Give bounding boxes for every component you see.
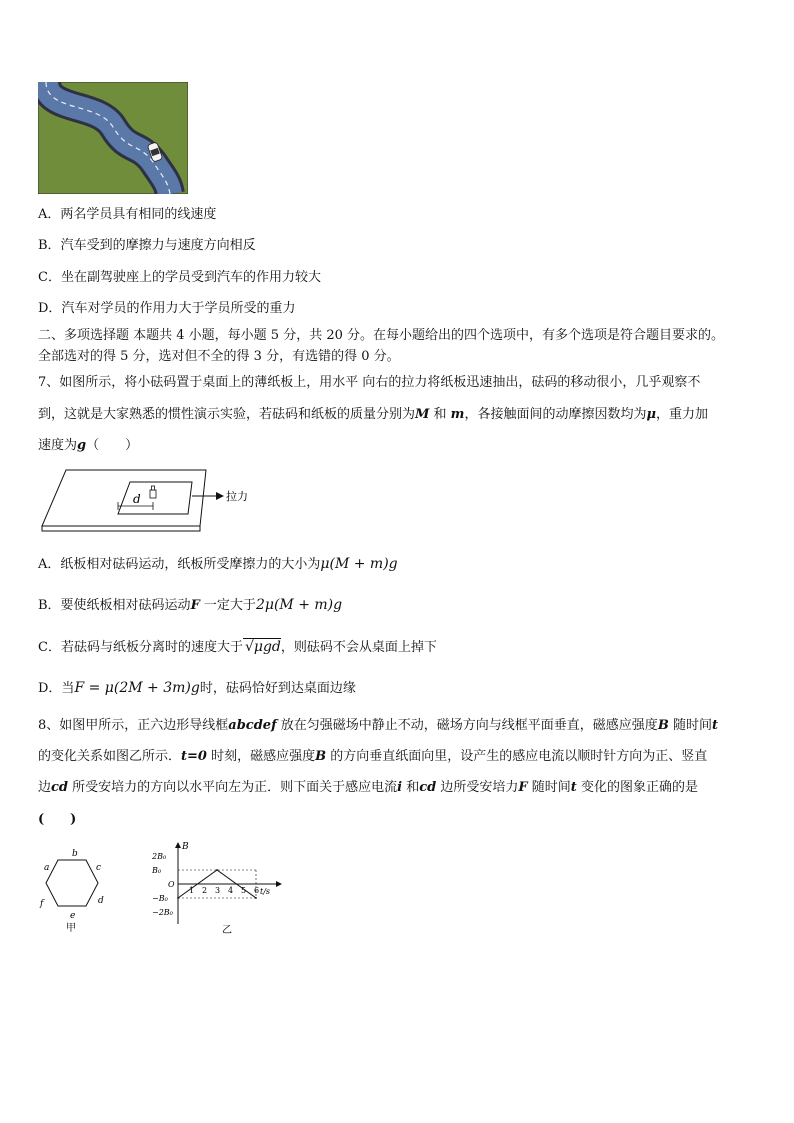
q7-stem-line3: 速度为g（ ） bbox=[38, 438, 139, 453]
x-tick-label: 2 bbox=[202, 886, 208, 895]
fig-yi bbox=[148, 840, 288, 936]
x-tick-label: 3 bbox=[215, 886, 221, 895]
q7-option-d: D．当F = μ(2M + 3m)g时，砝码恰好到达桌面边缘 bbox=[38, 680, 356, 696]
pull-label: 拉力 bbox=[226, 490, 248, 503]
vertex-d: d bbox=[98, 896, 104, 906]
q7-option-b: B．要使纸板相对砝码运动F 一定大于2μ(M + m)g bbox=[38, 597, 343, 613]
q8-stem-line2: 的变化关系如图乙所示．t=0 时刻，磁感应强度B 的方向垂直纸面向里，设产生的感应电流以顺时针方向为正、竖直 bbox=[38, 749, 708, 764]
q6-option-b: B．汽车受到的摩擦力与速度方向相反 bbox=[38, 238, 256, 253]
y-tick-label: −2B₀ bbox=[152, 908, 173, 917]
d-label: d bbox=[133, 492, 141, 506]
x-tick-label: 4 bbox=[228, 886, 234, 895]
fig-jia bbox=[38, 848, 113, 936]
section2-heading-line2: 全部选对的得 5 分，选对但不全的得 3 分，有选错的得 0 分。 bbox=[38, 349, 400, 364]
x-tick-label: 1 bbox=[189, 886, 195, 895]
vertex-c: c bbox=[96, 863, 102, 873]
x-tick-label: 5 bbox=[241, 886, 247, 895]
vertex-b: b bbox=[72, 849, 78, 859]
road-figure bbox=[38, 82, 188, 194]
sqrt-formula: √μgd bbox=[244, 639, 281, 655]
q8-stem-line3: 边cd 所受安培力的方向以水平向左为正．则下面关于感应电流i 和cd 边所受安培力F 随时间t 变化的图象正确的是 bbox=[38, 780, 698, 795]
q6-option-c: C．坐在副驾驶座上的学员受到汽车的作用力较大 bbox=[38, 270, 321, 285]
y-tick-label: O bbox=[168, 880, 175, 889]
q7-stem-line2: 到，这就是大家熟悉的惯性演示实验，若砝码和纸板的质量分别为M 和 m，各接触面间的动摩擦因数均为μ，重力加 bbox=[38, 407, 708, 422]
y-tick-label: B₀ bbox=[152, 866, 162, 875]
winding-road-illustration bbox=[38, 82, 188, 194]
vertex-f: f bbox=[40, 899, 44, 909]
caption-yi: 乙 bbox=[222, 925, 232, 936]
q6-option-d: D．汽车对学员的作用力大于学员所受的重力 bbox=[38, 301, 296, 316]
q6-option-a: A．两名学员具有相同的线速度 bbox=[38, 207, 217, 222]
table-edge bbox=[42, 526, 200, 531]
axis-y-label: B bbox=[182, 842, 189, 852]
axis-x-label: t/s bbox=[260, 887, 271, 896]
q8-stem-line1: 8、如图甲所示，正六边形导线框abcdef 放在匀强磁场中静止不动，磁场方向与线框平面垂直，磁感应强度B 随时间t bbox=[38, 718, 718, 733]
q7-stem-line1: 7、如图所示，将小砝码置于桌面上的薄纸板上，用水平 向右的拉力将纸板迅速抽出，砝码的移动很小，几乎观察不 bbox=[38, 375, 701, 390]
y-tick-label: 2B₀ bbox=[152, 852, 167, 861]
q8-answer-blank: ( ) bbox=[38, 812, 77, 827]
q7-option-a: A．纸板相对砝码运动，纸板所受摩擦力的大小为μ(M + m)g bbox=[38, 556, 398, 572]
hexagon-frame bbox=[46, 860, 98, 906]
caption-jia: 甲 bbox=[66, 923, 76, 934]
q7-figure bbox=[38, 468, 258, 536]
vertex-a: a bbox=[44, 863, 50, 873]
x-tick-label: 6 bbox=[254, 886, 260, 895]
q7-option-c: C．若砝码与纸板分离时的速度大于 √μgd，则砝码不会从桌面上掉下 bbox=[38, 639, 437, 655]
y-tick-label: −B₀ bbox=[152, 894, 168, 903]
section2-heading-line1: 二、多项选择题 本题共 4 小题，每小题 5 分，共 20 分。在每小题给出的四个选项中，有多个选项是符合题目要求的。 bbox=[38, 328, 725, 343]
vertex-e: e bbox=[70, 911, 76, 921]
